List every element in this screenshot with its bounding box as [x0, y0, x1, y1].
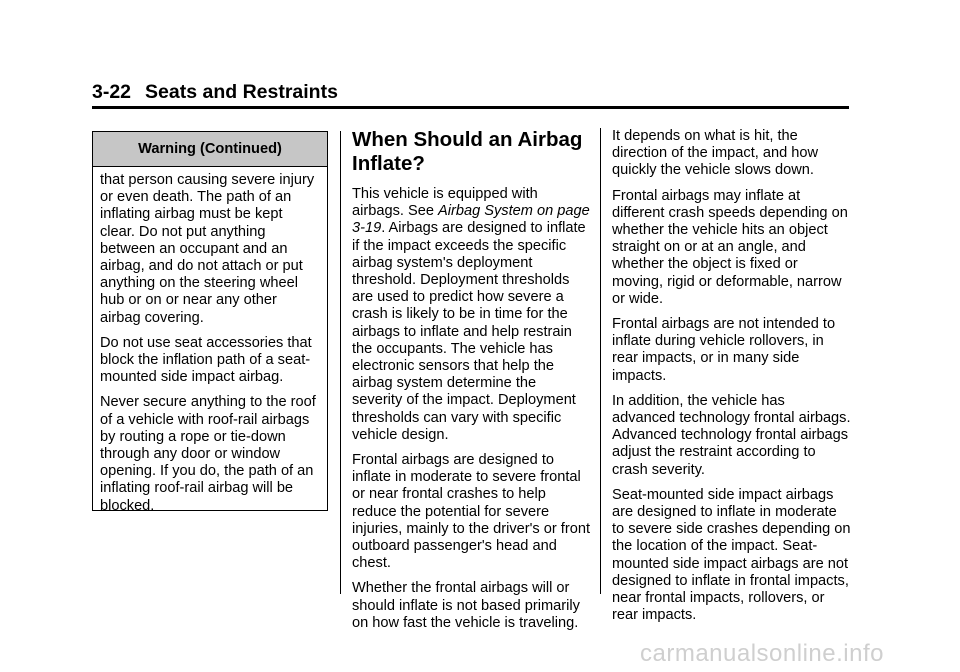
body-paragraph: In addition, the vehicle has advanced technology frontal airbags. Advanced technology frontal airbags adjust the restraint according to crash severity.: [612, 392, 851, 478]
body-paragraph: Frontal airbags may inflate at different crash speeds depending on whether the vehicle hits an object straight on or at an angle, and whether the object is fixed or moving, rigid or deformable, narrow or wide.: [612, 187, 848, 307]
warning-paragraph: Never secure anything to the roof of a vehicle with roof-rail airbags by routing a rope or tie-down through any door or window opening. If you do, the path of an inflating roof-rail airbag will be blocked.: [100, 394, 316, 514]
body-paragraph: Seat-mounted side impact airbags are designed to inflate in moderate to severe side crashes depending on the location of the impact. Seat-mounted side impact airbags are not designed to inflate in frontal impacts, near frontal impacts, rollovers, or rear impacts.: [612, 486, 851, 624]
watermark: carmanualsonline.info: [640, 640, 884, 667]
page-header: [92, 80, 338, 104]
right-column: [612, 128, 852, 632]
body-paragraph: It depends on what is hit, the direction of the impact, and how quickly the vehicle slows down.: [612, 128, 819, 179]
body-paragraph: Frontal airbags are not intended to inflate during vehicle rollovers, in rear impacts, or in many side impacts.: [612, 316, 836, 384]
column-divider: [340, 131, 341, 594]
body-text: . Airbags are designed to inflate if the impact exceeds the specific airbag system's deployment threshold. Deployment thresholds are used to predict how severe a crash is likely to be in time for the airbags to inflate and help restrain the occupants. The vehicle has electronic sensors that help the airbag system determine the severity of the impact. Deployment thresholds can vary with specific vehicle design.: [352, 220, 586, 443]
section-title: Seats and Restraints: [145, 81, 338, 103]
warning-paragraph: that person causing severe injury or even death. The path of an inflating airbag must be kept clear. Do not put anything between an occupant and an airbag, and do not attach or put anything on the steering wheel hub or on or near any other airbag covering.: [100, 172, 315, 326]
warning-title: Warning (Continued): [93, 132, 327, 167]
header-rule: [92, 106, 849, 109]
main-column: [352, 128, 590, 640]
body-paragraph: Frontal airbags are designed to inflate in moderate to severe frontal or near frontal crashes to help reduce the potential for severe injuries, mainly to the driver's or front outboard passenger's head and chest.: [352, 452, 590, 572]
section-heading: When Should an Airbag Inflate?: [352, 128, 583, 175]
body-text: This vehicle is equipped with airbags. See: [352, 186, 538, 220]
body-paragraph: [352, 186, 590, 444]
page-number: 3-22: [92, 81, 132, 103]
warning-box: [92, 131, 328, 514]
warning-body: [93, 167, 327, 515]
column-divider: [600, 128, 601, 594]
warning-paragraph: Do not use seat accessories that block the inflation path of a seat-mounted side impact airbag.: [100, 334, 312, 386]
cross-reference-link[interactable]: Airbag System on page 3-19: [352, 203, 590, 237]
body-paragraph: Whether the frontal airbags will or should inflate is not based primarily on how fast the vehicle is traveling.: [352, 580, 580, 631]
